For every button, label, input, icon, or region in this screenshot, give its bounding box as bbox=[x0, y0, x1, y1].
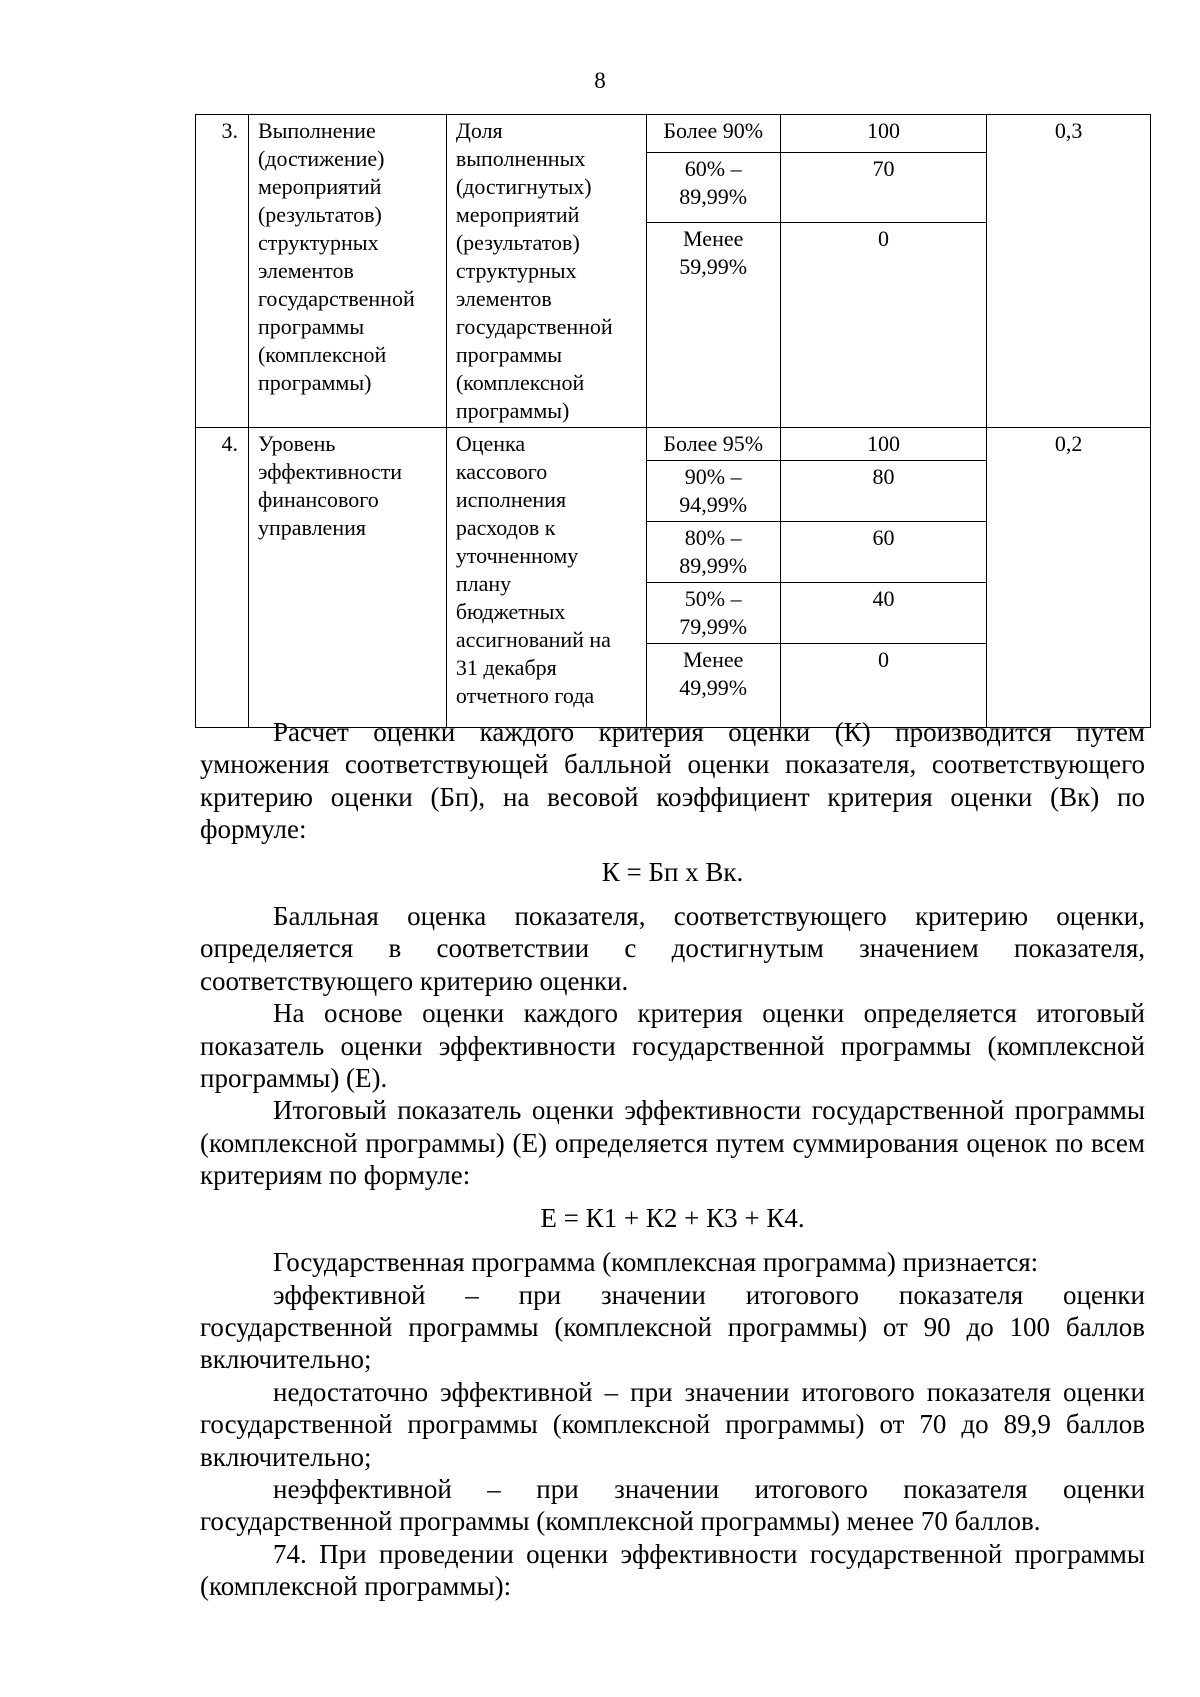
indicator-text: Доля выполненных (достигнутых) мероприятий (результатов) структурных элементов государственной программы (комплексной программы) bbox=[455, 118, 613, 423]
weight-cell: 0,3 bbox=[987, 115, 1151, 428]
body-text bbox=[200, 716, 1145, 1603]
criterion-text: Уровень эффективности финансового управления bbox=[257, 431, 403, 540]
level-points: 40 bbox=[780, 583, 987, 644]
table-row-4 bbox=[196, 428, 1151, 461]
paragraph: недостаточно эффективной – при значении итогового показателя оценки государственной программы (комплексной программы) от 70 до 89,9 баллов включительно; bbox=[200, 1376, 1145, 1472]
level-value: Более 95% bbox=[646, 428, 780, 461]
level-points: 80 bbox=[780, 461, 987, 522]
level-points: 0 bbox=[780, 223, 987, 428]
paragraph: На основе оценки каждого критерия оценки определяется итоговый показатель оценки эффективности государственной программы (комплексной программы) (Е). bbox=[200, 998, 1145, 1094]
level-value: Менее 49,99% bbox=[646, 644, 780, 728]
paragraph: Балльная оценка показателя, соответствующего критерию оценки, определяется в соответствии с достигнутым значением показателя, соответствующего критерию оценки. bbox=[200, 901, 1145, 996]
page-number: 8 bbox=[594, 68, 606, 93]
level-points: 100 bbox=[780, 428, 987, 461]
level-points: 70 bbox=[780, 152, 987, 222]
table-row-3 bbox=[196, 115, 1151, 153]
paragraph: Государственная программа (комплексная программа) признается: bbox=[273, 1247, 1039, 1278]
criterion-text: Выполнение (достижение) мероприятий (результатов) структурных элементов государственной программы (комплексной программы) bbox=[257, 118, 415, 395]
level-value: 80% – 89,99% bbox=[646, 522, 780, 583]
row-number: 3. bbox=[196, 115, 249, 428]
indicator-cell bbox=[446, 428, 646, 728]
level-points: 100 bbox=[780, 115, 987, 153]
level-value: 90% – 94,99% bbox=[646, 461, 780, 522]
level-points: 0 bbox=[780, 644, 987, 728]
weight-cell: 0,2 bbox=[987, 428, 1151, 728]
paragraph: 74. При проведении оценки эффективности государственной программы (комплексной программы): bbox=[200, 1538, 1145, 1602]
row-number: 4. bbox=[196, 428, 249, 728]
indicator-cell bbox=[446, 115, 646, 428]
indicator-text: Оценка кассового исполнения расходов к уточненному плану бюджетных ассигнований на 31 декабря отчетного года bbox=[455, 431, 611, 708]
level-points: 60 bbox=[780, 522, 987, 583]
level-value: 60% – 89,99% bbox=[646, 152, 780, 222]
criterion-cell bbox=[248, 428, 446, 728]
criteria-table bbox=[195, 114, 1151, 728]
paragraph: Итоговый показатель оценки эффективности государственной программы (комплексной программы) (Е) определяется путем суммирования оценок по всем критериям по формуле: bbox=[200, 1095, 1145, 1191]
paragraph: неэффективной – при значении итогового показателя оценки государственной программы (комплексной программы) менее 70 баллов. bbox=[200, 1473, 1145, 1537]
formula-total: Е = К1 + К2 + К3 + К4. bbox=[540, 1202, 805, 1233]
level-value: 50% – 79,99% bbox=[646, 583, 780, 644]
formula-score: К = Бп х Вк. bbox=[601, 856, 744, 887]
paragraph: Расчет оценки каждого критерия оценки (К) производится путем умножения соответствующей балльной оценки показателя, соответствующего критерию оценки (Бп), на весовой коэффициент критерия оценки (Вк) по формуле: bbox=[200, 717, 1145, 845]
criterion-cell bbox=[248, 115, 446, 428]
level-value: Более 90% bbox=[646, 115, 780, 153]
paragraph: эффективной – при значении итогового показателя оценки государственной программы (комплексной программы) от 90 до 100 баллов включительно; bbox=[200, 1279, 1145, 1375]
level-value: Менее 59,99% bbox=[646, 223, 780, 428]
